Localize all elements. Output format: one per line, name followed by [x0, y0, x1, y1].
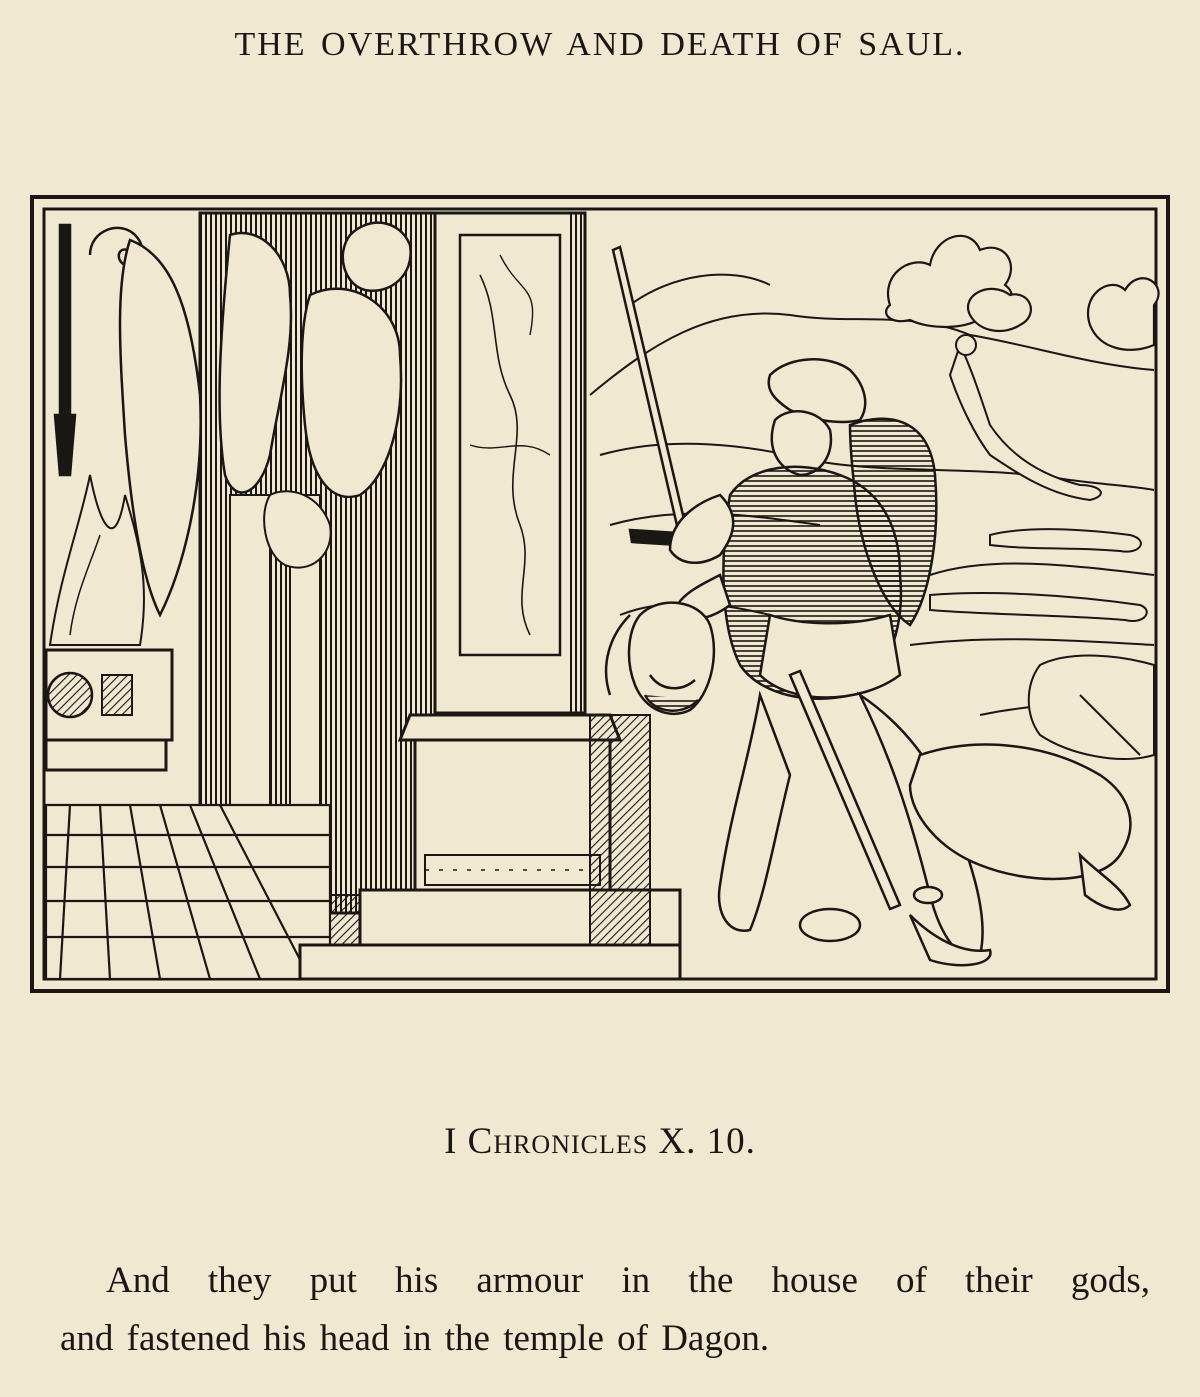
- verse-line-1: And they put his armour in the house of their gods,: [106, 1260, 1150, 1301]
- verse-line-2: and fastened his head in the temple of Dagon.: [60, 1318, 770, 1359]
- woodcut-illustration: [30, 195, 1170, 993]
- tiled-floor: [46, 805, 330, 979]
- page-title: THE OVERTHROW AND DEATH OF SAUL.: [234, 26, 966, 63]
- scripture-reference: I Chronicles X. 10.: [444, 1121, 756, 1162]
- woodcut-svg: [30, 195, 1170, 993]
- verse-text: [60, 1252, 1150, 1368]
